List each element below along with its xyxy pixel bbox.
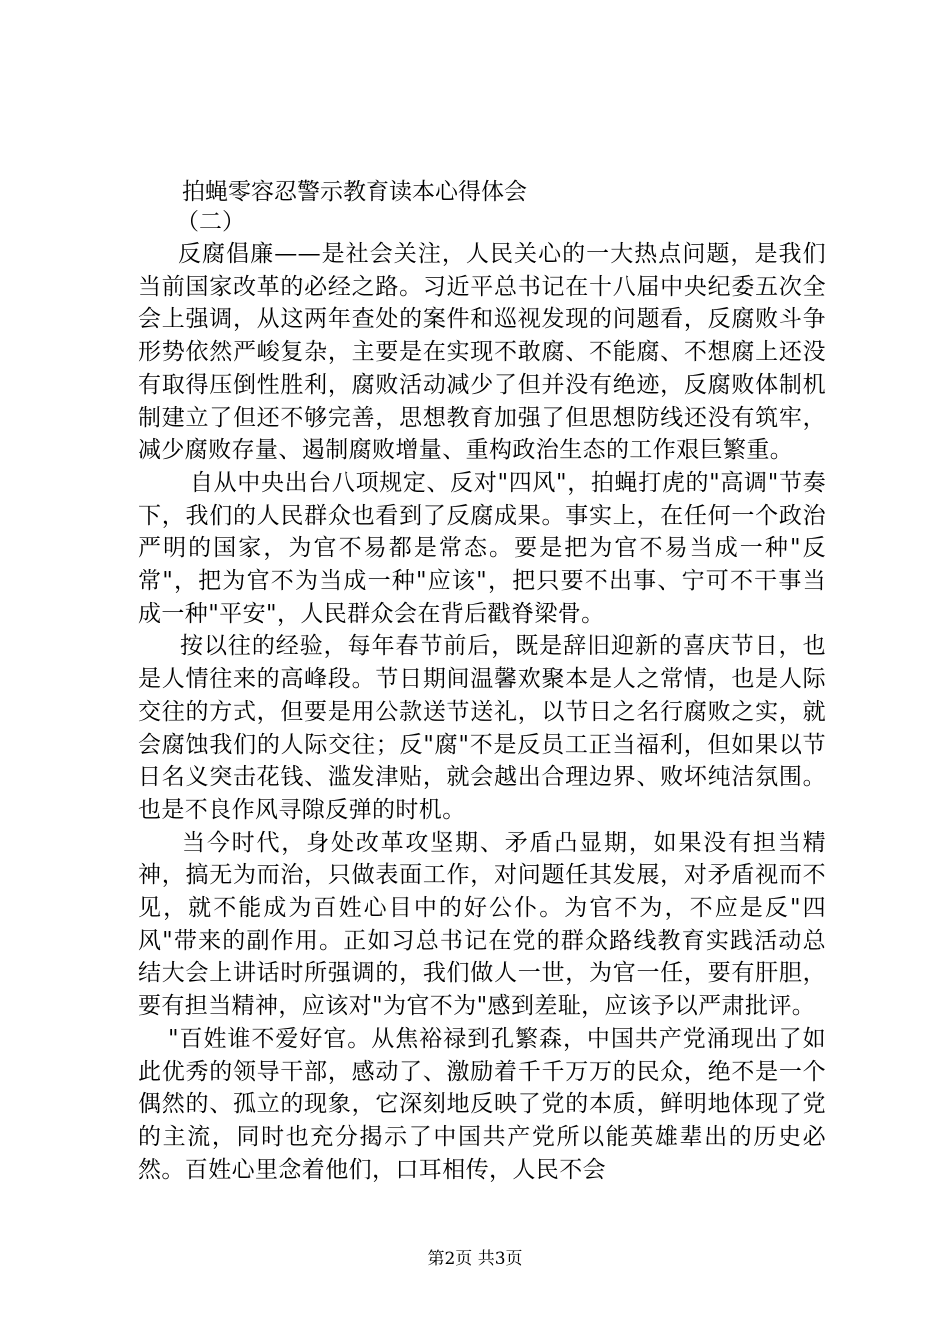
paragraph-3: 按以往的经验，每年春节前后，既是辞旧迎新的喜庆节日，也是人情往来的高峰段。节日期间温馨欢聚本是人之常情，也是人际交往的方式，但要是用公款送节送礼，以节日之名行腐败之实，就会腐蚀我们的人际交往；反"腐"不是反员工正当福利，但如果以节日名义突击花钱、滥发津贴，就会越出合理边界、败坏纯洁氛围。也是不良作风寻隙反弹的时机。 xyxy=(138,633,826,823)
paragraph-1: 反腐倡廉——是社会关注，人民关心的一大热点问题，是我们当前国家改革的必经之路。习近平总书记在十八届中央纪委五次全会上强调，从这两年查处的案件和巡视发现的问题看，反腐败斗争形势依然严峻复杂，主要是在实现不敢腐、不能腐、不想腐上还没有取得压倒性胜利，腐败活动减少了但并没有绝迹，反腐败体制机制建立了但还不够完善，思想教育加强了但思想防线还没有筑牢，减少腐败存量、遏制腐败增量、重构政治生态的工作艰巨繁重。 xyxy=(138,241,826,464)
paragraph-2: 自从中央出台八项规定、反对"四风"，拍蝇打虎的"高调"节奏下，我们的人民群众也看到了反腐成果。事实上，在任何一个政治严明的国家，为官不易都是常态。要是把为官不易当成一种"反常"，把为官不为当成一种"应该"，把只要不出事、宁可不干事当成一种"平安"，人民群众会在背后戳脊梁骨。 xyxy=(138,469,826,627)
document-body xyxy=(138,238,826,1186)
page-footer: 第2页 共3页 xyxy=(427,1249,523,1269)
document-subtitle: （二） xyxy=(176,209,245,235)
document-title: 拍蝇零容忍警示教育读本心得体会 xyxy=(182,179,527,205)
paragraph-5: "百姓谁不爱好官。从焦裕禄到孔繁森，中国共产党涌现出了如此优秀的领导干部，感动了、激励着千千万万的民众，绝不是一个偶然的、孤立的现象，它深刻地反映了党的本质，鲜明地体现了党的主流，同时也充分揭示了中国共产党所以能英雄辈出的历史必然。百姓心里念着他们，口耳相传，人民不会 xyxy=(138,1025,826,1183)
paragraph-4: 当今时代，身处改革攻坚期、矛盾凸显期，如果没有担当精神，搞无为而治，只做表面工作，对问题任其发展，对矛盾视而不见，就不能成为百姓心目中的好公仆。为官不为，不应是反"四风"带来的副作用。正如习总书记在党的群众路线教育实践活动总结大会上讲话时所强调的，我们做人一世，为官一任，要有肝胆，要有担当精神，应该对"为官不为"感到差耻，应该予以严肃批评。 xyxy=(138,829,826,1020)
